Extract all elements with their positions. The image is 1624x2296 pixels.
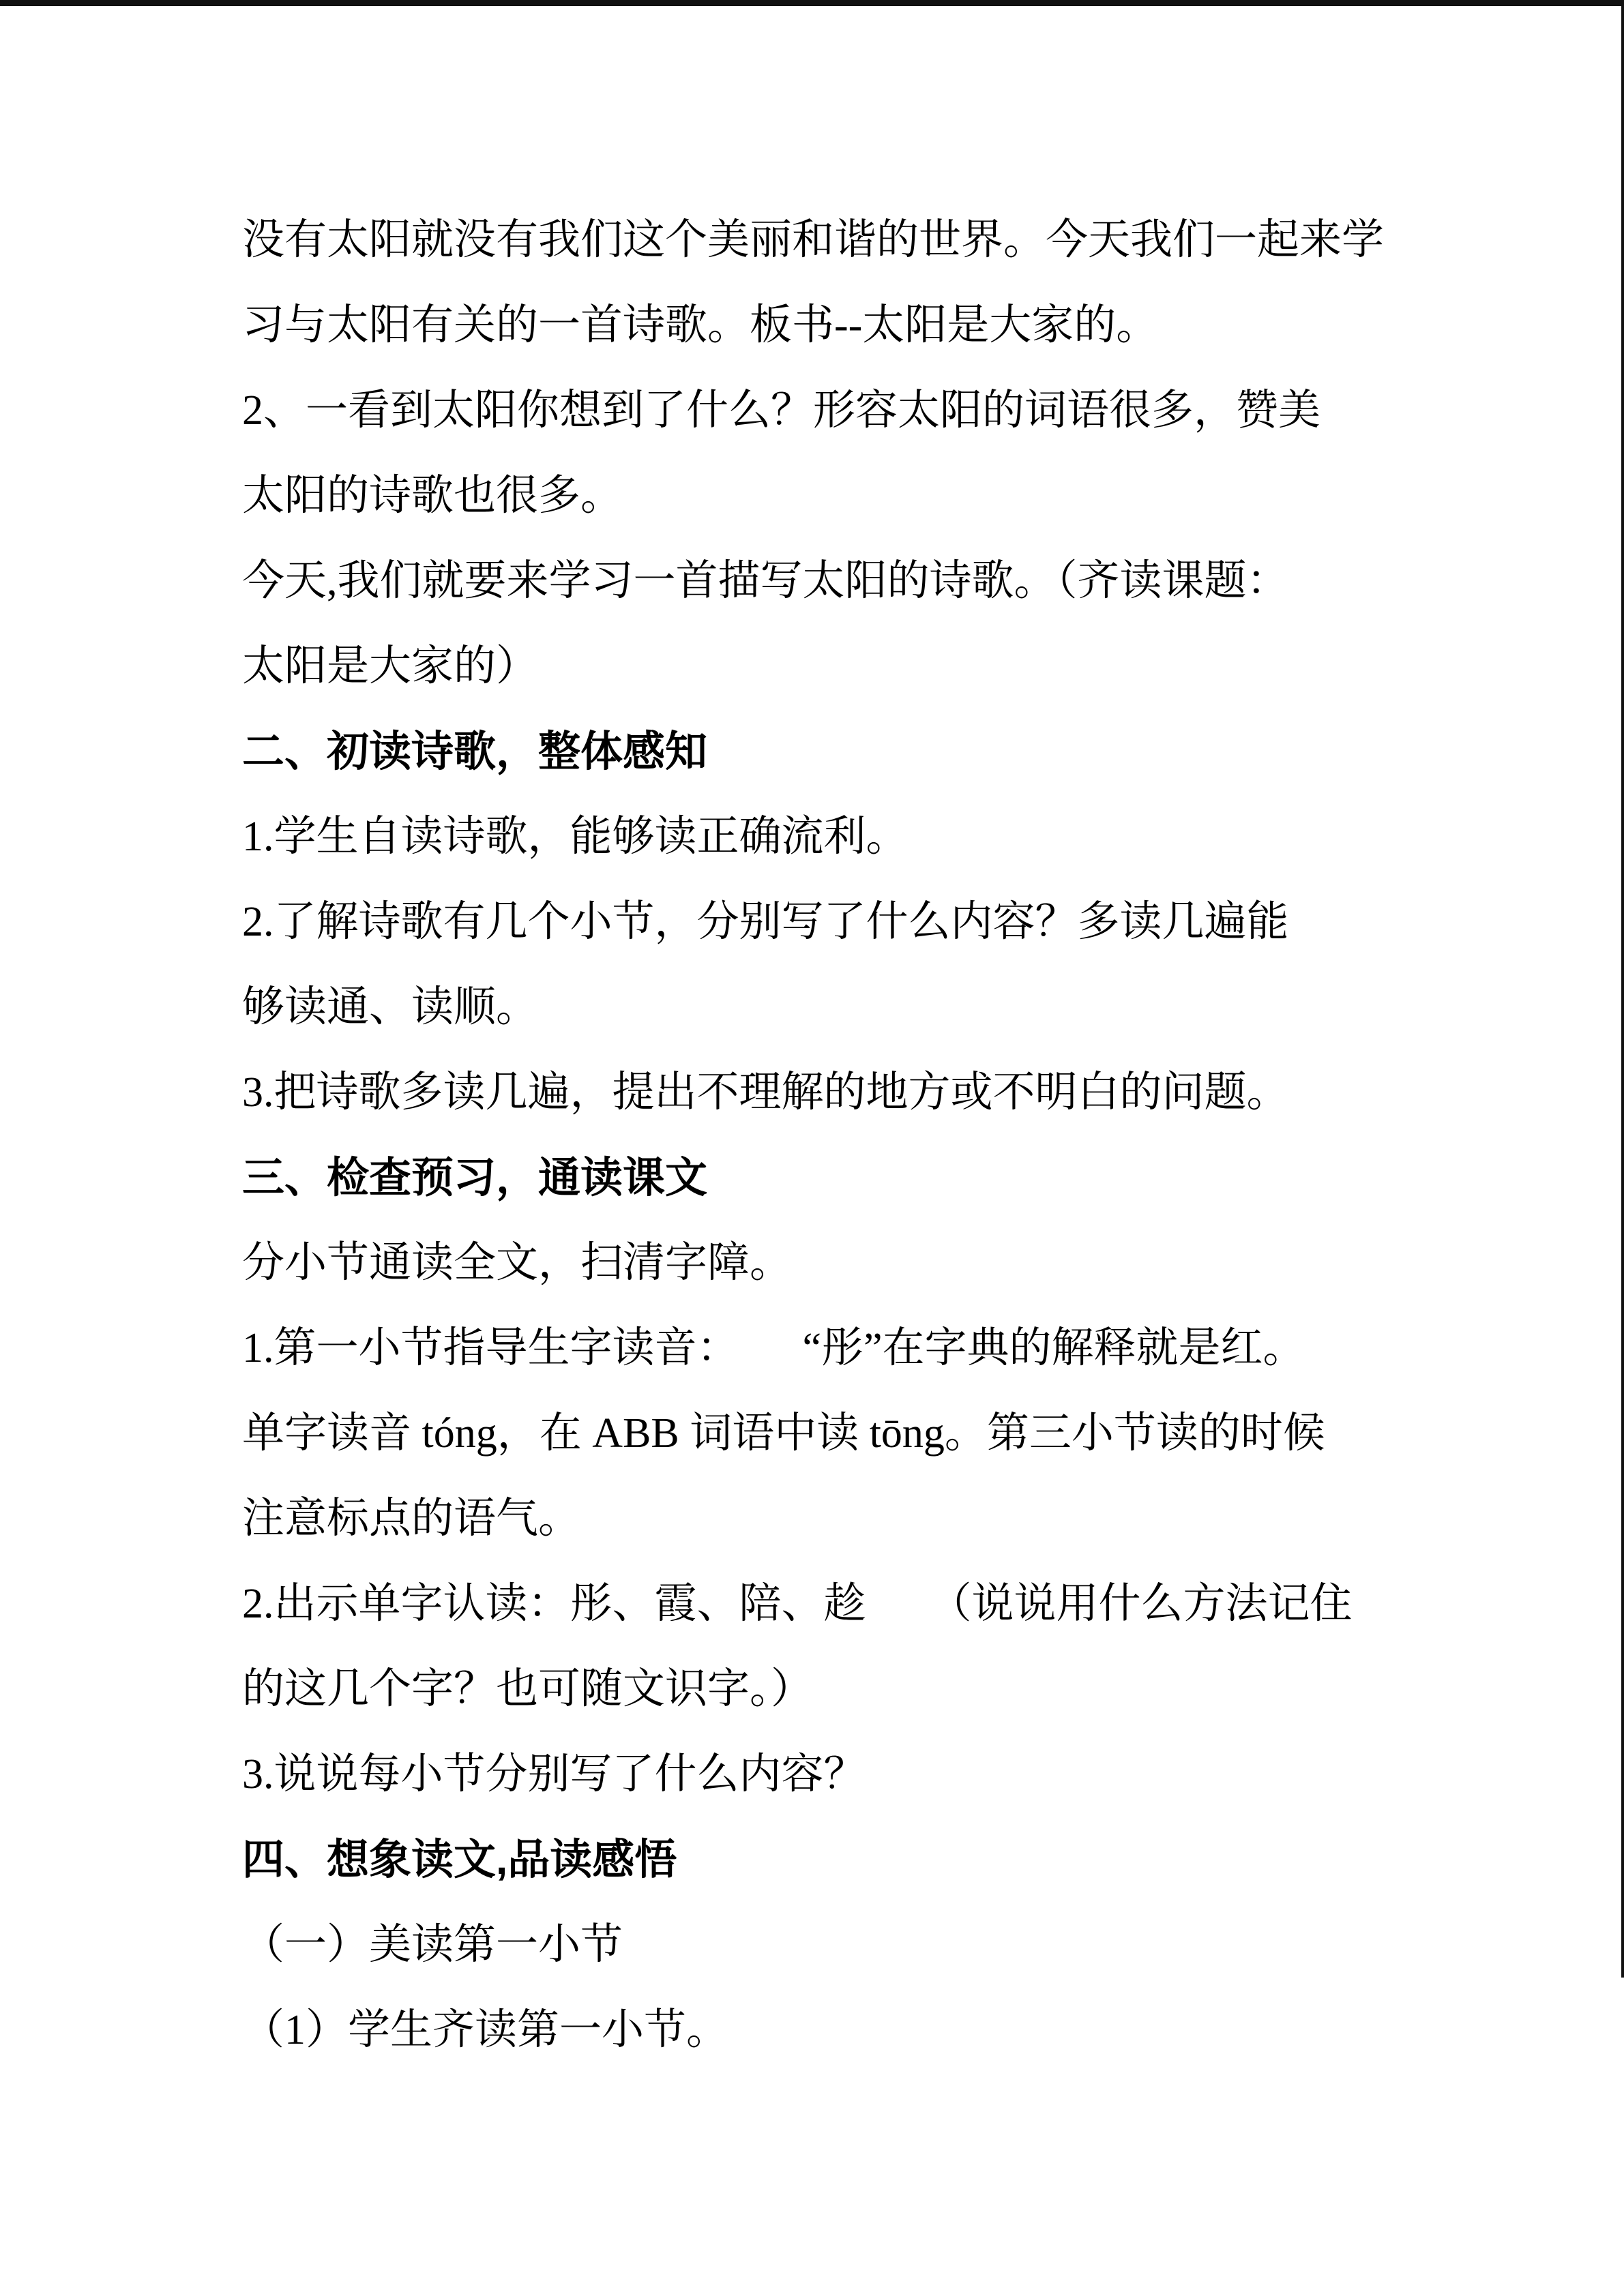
text-line: 单字读音 tóng，在 ABB 词语中读 tōng。第三小节读的时候 [242,1410,1325,1457]
text-line: 3.把诗歌多读几遍，提出不理解的地方或不明白的问题。 [242,1069,1289,1116]
text-line: 习与太阳有关的一首诗歌。板书--太阳是大家的。 [242,302,1159,348]
text-line: （一）美读第一小节 [242,1922,623,1968]
text-line: 够读通、读顺。 [242,984,539,1030]
text-line: 3.说说每小节分别写了什么内容？ [242,1751,866,1798]
text-line: 分小节通读全文，扫清字障。 [242,1240,793,1286]
text-line: 注意标点的语气。 [242,1495,581,1542]
page-right-edge-bar [1621,0,1624,1978]
section-heading: 二、初读诗歌，整体感知 [242,728,708,775]
text-line: （1）学生齐读第一小节。 [242,2007,729,2053]
text-line: 今天,我们就要来学习一首描写太阳的诗歌。（齐读课题： [242,558,1289,604]
text-line: 1.第一小节指导生字读音： “彤”在字典的解释就是红。 [242,1325,1305,1371]
text-line: 2.出示单字认读：彤、霞、陪、趁 （说说用什么方法记住 [242,1581,1353,1627]
section-heading: 三、检查预习，通读课文 [242,1154,708,1202]
text-line: 太阳是大家的） [242,643,539,689]
text-line: 2.了解诗歌有几个小节，分别写了什么内容？多读几遍能 [242,899,1289,945]
text-line: 的这几个字？也可随文识字。） [242,1666,814,1712]
page-top-edge-bar [0,0,1624,6]
text-line: 2、一看到太阳你想到了什么？形容太阳的词语很多，赞美 [242,387,1321,434]
section-heading: 四、想象读文,品读感悟 [242,1836,677,1883]
text-line: 1.学生自读诗歌，能够读正确流利。 [242,814,909,860]
text-line: 太阳的诗歌也很多。 [242,473,623,519]
document-body [242,198,1395,2073]
text-line: 没有太阳就没有我们这个美丽和谐的世界。今天我们一起来学 [242,217,1385,263]
